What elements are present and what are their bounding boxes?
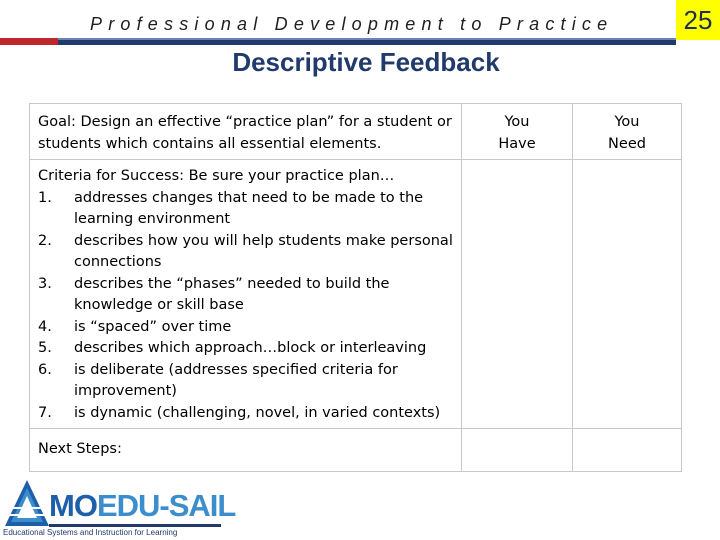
page-number-badge: 25 [676, 0, 720, 40]
you-need-criteria-cell[interactable] [573, 160, 682, 429]
criteria-cell [30, 160, 462, 429]
presentation-title: Professional Development to Practice [90, 14, 614, 34]
criteria-intro: Criteria for Success: Be sure your practice plan… [38, 168, 395, 184]
list-item [38, 403, 461, 425]
you-need-header-line2: Need [608, 135, 646, 152]
header-bar-red-segment [0, 38, 58, 45]
next-steps-cell: Next Steps: [30, 429, 462, 472]
you-have-header-line1: You [504, 114, 530, 130]
list-item [38, 188, 461, 231]
list-item-text: is “spaced” over time [74, 318, 232, 335]
list-item [38, 317, 461, 339]
you-have-header [462, 104, 573, 160]
list-item-text: is deliberate (addresses specified criteria for improvement) [74, 361, 398, 399]
list-item-text: addresses changes that need to be made to the learning environment [74, 189, 424, 227]
table-row [30, 160, 682, 429]
header-bar-highlight-line [58, 38, 676, 40]
list-item-text: describes how you will help students make personal connections [74, 232, 453, 270]
list-item-number: 7. [38, 404, 52, 421]
you-have-next-steps-cell[interactable] [462, 429, 573, 472]
list-item-number: 6. [38, 361, 52, 378]
slide-title: Descriptive Feedback [232, 47, 500, 77]
you-need-header [573, 104, 682, 160]
list-item [38, 231, 461, 274]
mountain-logo-icon [3, 478, 51, 528]
list-item-number: 2. [38, 232, 52, 249]
list-item [38, 360, 461, 403]
logo-edu-sail-text: EDU-SAIL [96, 488, 236, 523]
list-item-text: is dynamic (challenging, novel, in varied contexts) [74, 404, 441, 421]
goal-cell: Goal: Design an effective “practice plan” for a student or students which contains all essential elements. [30, 104, 462, 160]
header-divider-bar [0, 38, 676, 45]
you-have-header-line2: Have [498, 135, 536, 152]
list-item [38, 338, 461, 360]
logo-mo-text: MO [49, 488, 97, 523]
list-item-number: 5. [38, 340, 52, 356]
you-have-criteria-cell[interactable] [462, 160, 573, 429]
list-item-number: 1. [38, 189, 52, 206]
logo-underline [49, 524, 221, 527]
list-item-text: describes the “phases” needed to build the knowledge or skill base [74, 275, 390, 313]
logo-tagline: Educational Systems and Instruction for Learning [3, 528, 178, 537]
mo-edu-sail-logo [3, 478, 236, 538]
table-header-row [30, 104, 682, 160]
list-item [38, 274, 461, 317]
you-need-header-line1: You [614, 114, 640, 130]
logo-wordmark [49, 488, 235, 524]
criteria-list [38, 188, 461, 425]
you-need-next-steps-cell[interactable] [573, 429, 682, 472]
feedback-table [29, 103, 682, 472]
list-item-number: 3. [38, 275, 52, 292]
list-item-text: describes which approach…block or interleaving [74, 340, 427, 356]
table-row [30, 429, 682, 472]
list-item-number: 4. [38, 318, 52, 335]
